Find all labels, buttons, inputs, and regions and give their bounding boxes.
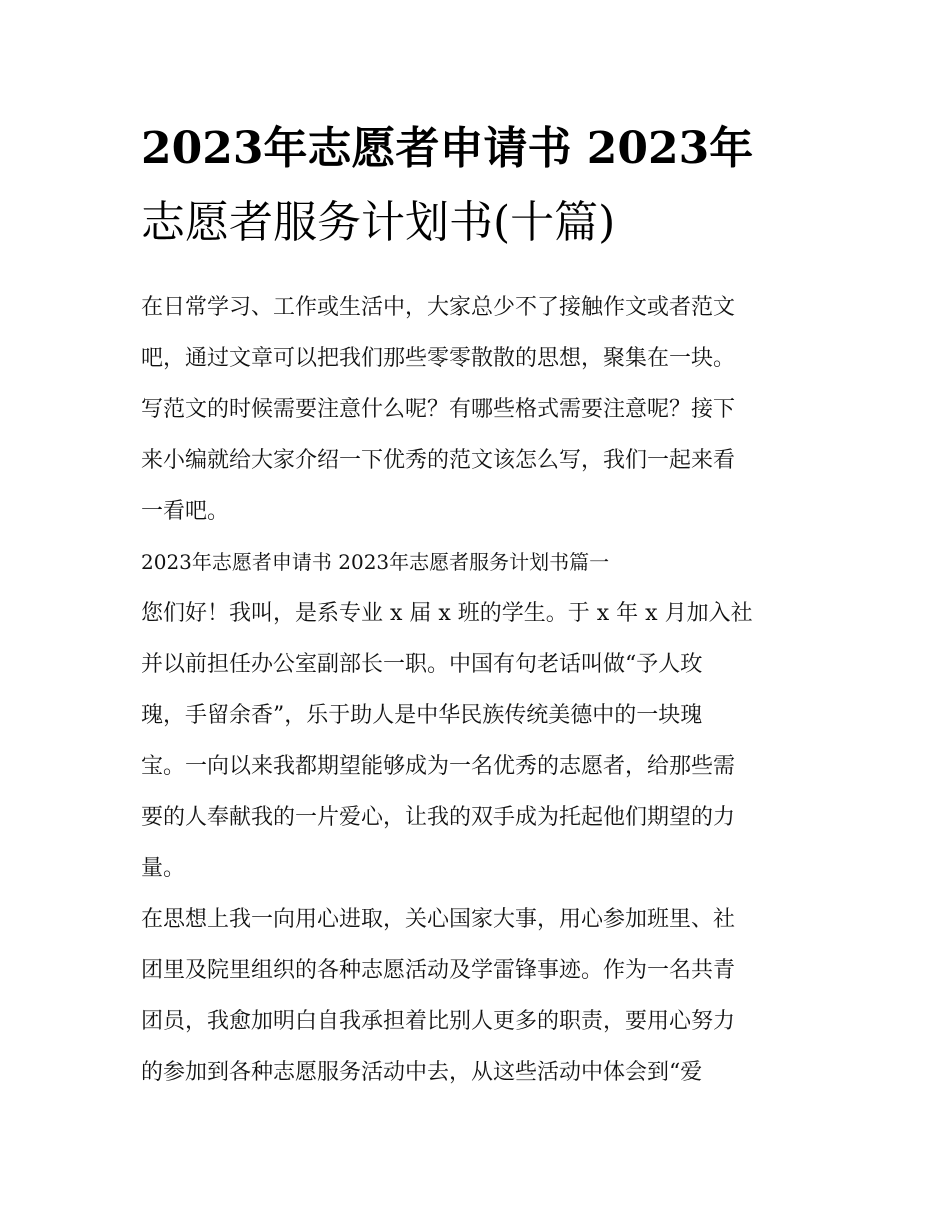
- text-line: 一看吧。: [141, 499, 230, 524]
- document-body: [141, 112, 813, 1098]
- text-line: 要的人奉献我的一片爱心，让我的双手成为托起他们期望的力: [141, 805, 736, 830]
- text-line: 并以前担任办公室副部长一职。中国有句老话叫做“予人玫: [141, 652, 703, 677]
- text-line: 吧，通过文章可以把我们那些零零散散的思想，聚集在一块。: [141, 346, 736, 371]
- text-line: 您们好！我叫，是系专业 x 届 x 班的学生。于 x 年 x 月加入社: [141, 601, 753, 626]
- text-line: 的参加到各种志愿服务活动中去，从这些活动中体会到“爱: [141, 1060, 703, 1085]
- text-line: 宝。一向以来我都期望能够成为一名优秀的志愿者，给那些需: [141, 754, 736, 779]
- document-title: [141, 112, 813, 260]
- text-line: 团里及院里组织的各种志愿活动及学雷锋事迹。作为一名共青: [141, 958, 736, 983]
- section-heading: 2023年志愿者申请书 2023年志愿者服务计划书篇一: [141, 550, 610, 574]
- body-paragraph: [141, 894, 813, 1098]
- title-line: 志愿者服务计划书(十篇): [141, 197, 616, 248]
- text-line: 来小编就给大家介绍一下优秀的范文该怎么写，我们一起来看: [141, 448, 736, 473]
- title-line: 2023年志愿者申请书 2023年: [141, 123, 754, 174]
- text-line: 在思想上我一向用心进取，关心国家大事，用心参加班里、社: [141, 907, 736, 932]
- text-line: 量。: [141, 856, 186, 881]
- text-line: 瑰，手留余香”，乐于助人是中华民族传统美德中的一块瑰: [141, 703, 703, 728]
- text-line: 在日常学习、工作或生活中，大家总少不了接触作文或者范文: [141, 295, 736, 320]
- intro-paragraph: [141, 282, 813, 537]
- text-line: 团员，我愈加明白自我承担着比别人更多的职责，要用心努力: [141, 1009, 736, 1034]
- body-paragraph: [141, 588, 813, 894]
- text-line: 写范文的时候需要注意什么呢？有哪些格式需要注意呢？接下: [141, 397, 736, 422]
